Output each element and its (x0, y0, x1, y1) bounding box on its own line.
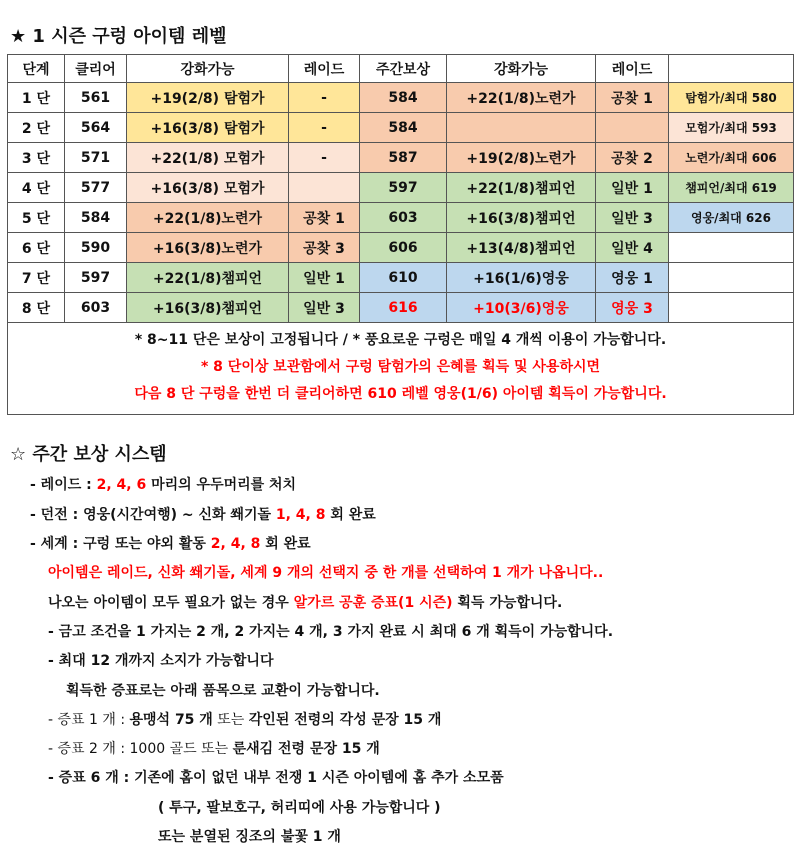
enhance-cell (447, 113, 596, 143)
no-need-prefix: 나오는 아이템이 모두 필요가 없는 경우 (48, 595, 294, 611)
clear-cell: 584 (65, 203, 127, 233)
dungeon-suffix: 회 완료 (325, 507, 376, 523)
clear-cell: 597 (65, 263, 127, 293)
vault-condition-line: - 금고 조건을 1 가지는 2 개, 2 가지는 4 개, 3 가지 완료 시 최대 6 개 획득이 가능합니다. (48, 624, 614, 640)
table-row (8, 143, 794, 173)
world-line (30, 533, 311, 553)
clear-cell: 603 (65, 293, 127, 323)
weekly-cell: 616 (360, 293, 447, 323)
page-title: ★ 1 시즌 구렁 아이템 레벨 (10, 26, 227, 47)
weekly-cell: 597 (360, 173, 447, 203)
grade-cell: 모험가/최대 593 (669, 113, 794, 143)
raid-cell: 공찾 1 (289, 203, 360, 233)
table-row (8, 263, 794, 293)
clear-cell: 577 (65, 173, 127, 203)
raid-cell: 일반 1 (289, 263, 360, 293)
weekly-cell: 606 (360, 233, 447, 263)
raid-cell: 영웅 1 (596, 263, 669, 293)
raid-suffix: 마리의 우두머리를 처치 (146, 477, 297, 493)
header-enhance-2: 강화가능 (447, 55, 596, 83)
notes-cell (8, 323, 794, 415)
note-line-1: * 8~11 단은 보상이 고정됩니다 / * 풍요로운 구렁은 매일 4 개씩 이용이 가능합니다. (134, 332, 667, 348)
raid-cell: 일반 3 (596, 203, 669, 233)
raid-cell: 공찾 2 (596, 143, 669, 173)
weekly-cell: 587 (360, 143, 447, 173)
raid-cell: 공찾 3 (289, 233, 360, 263)
raid-cell (289, 173, 360, 203)
raid-line (30, 474, 296, 494)
token-1-option-b: 각인된 전령의 각성 문장 15 개 (248, 712, 442, 728)
weekly-cell: 584 (360, 113, 447, 143)
note-line-3: 다음 8 단 구렁을 한번 더 클리어하면 610 레벨 영웅(1/6) 아이템 획득이 가능합니다. (134, 386, 667, 402)
header-grade-level: 등급별 레벨 (669, 55, 794, 83)
exchange-line: 획득한 증표로는 아래 품목으로 교환이 가능합니다. (66, 683, 380, 699)
table-row (8, 233, 794, 263)
weekly-cell: 603 (360, 203, 447, 233)
note-line-2: * 8 단이상 보관함에서 구렁 탐험가의 은혜를 획득 및 사용하시면 (200, 359, 601, 375)
grade-cell (669, 263, 794, 293)
enhance-cell: +22(1/8)챔피언 (447, 173, 596, 203)
grade-cell: 노련가/최대 606 (669, 143, 794, 173)
enhance-cell: +22(1/8)노련가 (447, 83, 596, 113)
raid-cell: 일반 4 (596, 233, 669, 263)
enhance-cell: +16(3/8) 탐험가 (127, 113, 289, 143)
header-clear: 클리어 (65, 55, 127, 83)
stage-cell: 1 단 (8, 83, 65, 113)
header-enhance-1: 강화가능 (127, 55, 289, 83)
item-choice-line: 아이템은 레이드, 신화 쐐기돌, 세계 9 개의 선택지 중 한 개를 선택하여 1 개가 나옵니다.. (48, 565, 604, 581)
token-2-prefix: - 증표 2 개 : 1000 골드 또는 (48, 741, 233, 757)
token-1-option-a: 용맹석 75 개 (129, 712, 213, 728)
weekly-cell: 584 (360, 83, 447, 113)
stage-cell: 5 단 (8, 203, 65, 233)
raid-cell: 영웅 3 (596, 293, 669, 323)
clear-cell: 590 (65, 233, 127, 263)
token-name: 알가르 공훈 증표(1 시즌) (293, 595, 453, 611)
raid-cell: - (289, 83, 360, 113)
header-weekly: 주간보상 (360, 55, 447, 83)
dungeon-numbers: 1, 4, 8 (275, 507, 326, 523)
raid-cell: 일반 1 (596, 173, 669, 203)
dungeon-prefix: - 던전 : 영웅(시간여행) ~ 신화 쐐기돌 (30, 507, 276, 523)
enhance-cell: +13(4/8)챔피언 (447, 233, 596, 263)
enhance-cell: +16(3/8)챔피언 (127, 293, 289, 323)
header-stage: 단계 (8, 55, 65, 83)
item-level-table (7, 54, 794, 415)
enhance-cell: +10(3/6)영웅 (447, 293, 596, 323)
no-need-line (48, 592, 562, 612)
token-1-line (48, 709, 441, 729)
token-2-line (48, 738, 380, 758)
weekly-cell: 610 (360, 263, 447, 293)
stage-cell: 8 단 (8, 293, 65, 323)
stage-cell: 3 단 (8, 143, 65, 173)
header-raid-2: 레이드 (596, 55, 669, 83)
stage-cell: 4 단 (8, 173, 65, 203)
token-6-line: - 증표 6 개 : 기존에 홈이 없던 내부 전쟁 1 시즌 아이템에 홈 추가 소모품 (48, 770, 504, 786)
no-need-suffix: 획득 가능합니다. (452, 595, 563, 611)
clear-cell: 561 (65, 83, 127, 113)
clear-cell: 564 (65, 113, 127, 143)
table-header-row (8, 55, 794, 83)
raid-prefix: - 레이드 : (30, 477, 97, 493)
grade-cell: 챔피언/최대 619 (669, 173, 794, 203)
grade-cell (669, 293, 794, 323)
table-row (8, 173, 794, 203)
world-prefix: - 세계 : 구렁 또는 야외 활동 (30, 536, 211, 552)
raid-cell (596, 113, 669, 143)
raid-numbers: 2, 4, 6 (96, 477, 147, 493)
token-1-or: 또는 (212, 712, 249, 728)
stage-cell: 7 단 (8, 263, 65, 293)
clear-cell: 571 (65, 143, 127, 173)
enhance-cell: +22(1/8) 모험가 (127, 143, 289, 173)
table-row (8, 293, 794, 323)
notes-row (8, 323, 794, 415)
enhance-cell: +16(3/8)챔피언 (447, 203, 596, 233)
enhance-cell: +22(1/8)챔피언 (127, 263, 289, 293)
grade-cell: 탐험가/최대 580 (669, 83, 794, 113)
table-row (8, 203, 794, 233)
grade-cell (669, 233, 794, 263)
header-raid-1: 레이드 (289, 55, 360, 83)
token-2-option: 룬새김 전령 문장 15 개 (232, 741, 380, 757)
raid-cell: - (289, 143, 360, 173)
raid-cell: - (289, 113, 360, 143)
raid-cell: 공찾 1 (596, 83, 669, 113)
enhance-cell: +22(1/8)노련가 (127, 203, 289, 233)
table-row (8, 113, 794, 143)
table-row (8, 83, 794, 113)
stage-cell: 2 단 (8, 113, 65, 143)
world-suffix: 회 완료 (260, 536, 311, 552)
token-1-prefix: - 증표 1 개 : (48, 712, 130, 728)
grade-cell: 영웅/최대 626 (669, 203, 794, 233)
max-hold-line: - 최대 12 개까지 소지가 가능합니다 (48, 653, 274, 669)
enhance-cell: +16(3/8) 모험가 (127, 173, 289, 203)
enhance-cell: +19(2/8)노련가 (447, 143, 596, 173)
world-numbers: 2, 4, 8 (210, 536, 261, 552)
enhance-cell: +16(1/6)영웅 (447, 263, 596, 293)
stage-cell: 6 단 (8, 233, 65, 263)
enhance-cell: +19(2/8) 탐험가 (127, 83, 289, 113)
token-6-alt-line: 또는 분열된 징조의 불꽃 1 개 (158, 829, 341, 845)
enhance-cell: +16(3/8)노련가 (127, 233, 289, 263)
token-6-usage-line: ( 투구, 팔보호구, 허리띠에 사용 가능합니다 ) (158, 800, 441, 816)
raid-cell: 일반 3 (289, 293, 360, 323)
weekly-section-title: ☆ 주간 보상 시스템 (10, 444, 167, 465)
dungeon-line (30, 504, 376, 524)
